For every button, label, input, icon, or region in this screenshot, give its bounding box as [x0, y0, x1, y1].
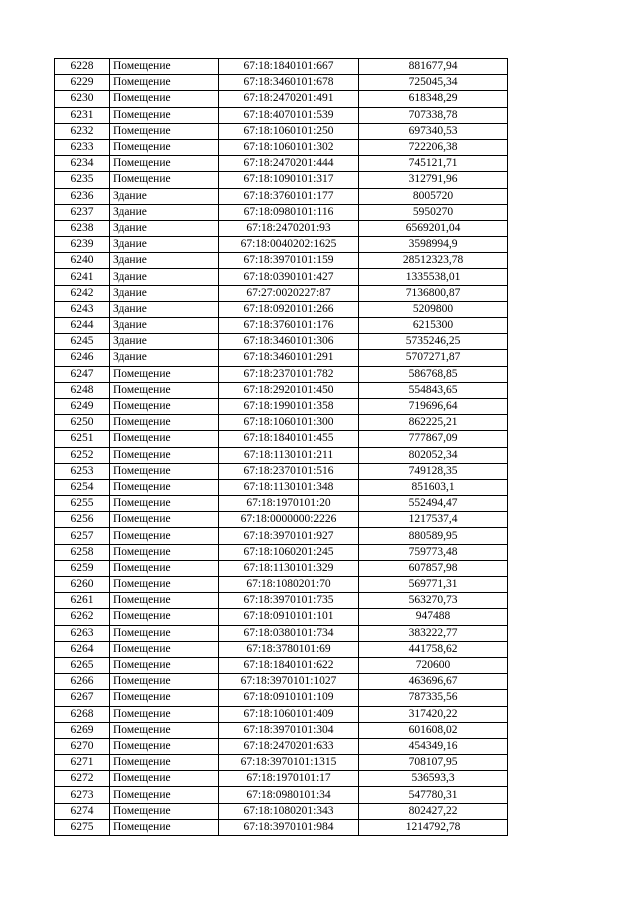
object-type-cell: Помещение	[110, 706, 219, 722]
table-row	[55, 722, 508, 738]
cadastral-number-cell: 67:18:1840101:622	[219, 657, 359, 673]
cadastral-number-cell: 67:18:1130101:211	[219, 447, 359, 463]
object-type-cell: Помещение	[110, 366, 219, 382]
cadastral-value-cell: 563270,73	[359, 593, 508, 609]
object-type-cell: Помещение	[110, 690, 219, 706]
row-number-cell: 6242	[55, 285, 110, 301]
object-type-cell: Помещение	[110, 512, 219, 528]
cadastral-value-cell: 6215300	[359, 318, 508, 334]
cadastral-number-cell: 67:18:0920101:266	[219, 301, 359, 317]
row-number-cell: 6270	[55, 738, 110, 754]
object-type-cell: Помещение	[110, 382, 219, 398]
table-row	[55, 366, 508, 382]
cadastral-value-cell: 787335,56	[359, 690, 508, 706]
cadastral-number-cell: 67:18:2470201:633	[219, 738, 359, 754]
row-number-cell: 6264	[55, 641, 110, 657]
object-type-cell: Помещение	[110, 544, 219, 560]
cadastral-number-cell: 67:18:0910101:101	[219, 609, 359, 625]
table-row	[55, 301, 508, 317]
cadastral-number-cell: 67:18:2470201:93	[219, 220, 359, 236]
object-type-cell: Помещение	[110, 755, 219, 771]
table-row	[55, 204, 508, 220]
object-type-cell: Помещение	[110, 738, 219, 754]
row-number-cell: 6238	[55, 220, 110, 236]
cadastral-number-cell: 67:18:1840101:455	[219, 431, 359, 447]
cadastral-value-cell: 547780,31	[359, 787, 508, 803]
object-type-cell: Здание	[110, 334, 219, 350]
row-number-cell: 6241	[55, 269, 110, 285]
cadastral-value-cell: 707338,78	[359, 107, 508, 123]
table-row	[55, 479, 508, 495]
cadastral-number-cell: 67:18:1130101:329	[219, 560, 359, 576]
cadastral-value-cell: 749128,35	[359, 463, 508, 479]
cadastral-value-cell: 777867,09	[359, 431, 508, 447]
object-type-cell: Помещение	[110, 447, 219, 463]
cadastral-number-cell: 67:18:1060101:409	[219, 706, 359, 722]
cadastral-value-cell: 725045,34	[359, 75, 508, 91]
cadastral-value-cell: 6569201,04	[359, 220, 508, 236]
table-row	[55, 172, 508, 188]
object-type-cell: Здание	[110, 350, 219, 366]
cadastral-number-cell: 67:18:1840101:667	[219, 59, 359, 75]
row-number-cell: 6243	[55, 301, 110, 317]
object-type-cell: Помещение	[110, 771, 219, 787]
row-number-cell: 6251	[55, 431, 110, 447]
cadastral-number-cell: 67:18:2370101:516	[219, 463, 359, 479]
object-type-cell: Здание	[110, 220, 219, 236]
table-row	[55, 803, 508, 819]
cadastral-number-cell: 67:18:3970101:735	[219, 593, 359, 609]
table-row	[55, 139, 508, 155]
row-number-cell: 6249	[55, 398, 110, 414]
table-row	[55, 318, 508, 334]
object-type-cell: Здание	[110, 253, 219, 269]
object-type-cell: Помещение	[110, 463, 219, 479]
row-number-cell: 6237	[55, 204, 110, 220]
row-number-cell: 6263	[55, 625, 110, 641]
cadastral-value-cell: 554843,65	[359, 382, 508, 398]
cadastral-value-cell: 851603,1	[359, 479, 508, 495]
cadastral-number-cell: 67:18:1990101:358	[219, 398, 359, 414]
object-type-cell: Помещение	[110, 479, 219, 495]
table-row	[55, 690, 508, 706]
object-type-cell: Помещение	[110, 528, 219, 544]
table-row	[55, 350, 508, 366]
cadastral-number-cell: 67:18:2370101:782	[219, 366, 359, 382]
object-type-cell: Здание	[110, 301, 219, 317]
row-number-cell: 6245	[55, 334, 110, 350]
cadastral-number-cell: 67:18:0390101:427	[219, 269, 359, 285]
row-number-cell: 6266	[55, 674, 110, 690]
object-type-cell: Помещение	[110, 641, 219, 657]
row-number-cell: 6236	[55, 188, 110, 204]
row-number-cell: 6261	[55, 593, 110, 609]
cadastral-value-cell: 607857,98	[359, 560, 508, 576]
cadastral-value-cell: 708107,95	[359, 755, 508, 771]
table-row	[55, 463, 508, 479]
cadastral-value-cell: 745121,71	[359, 156, 508, 172]
cadastral-value-cell: 569771,31	[359, 577, 508, 593]
cadastral-value-cell: 862225,21	[359, 415, 508, 431]
row-number-cell: 6234	[55, 156, 110, 172]
cadastral-value-cell: 463696,67	[359, 674, 508, 690]
table-row	[55, 544, 508, 560]
table-row	[55, 496, 508, 512]
row-number-cell: 6268	[55, 706, 110, 722]
table-row	[55, 738, 508, 754]
object-type-cell: Помещение	[110, 787, 219, 803]
row-number-cell: 6248	[55, 382, 110, 398]
cadastral-number-cell: 67:18:3970101:304	[219, 722, 359, 738]
table-row	[55, 447, 508, 463]
object-type-cell: Помещение	[110, 398, 219, 414]
table-row	[55, 75, 508, 91]
object-type-cell: Помещение	[110, 172, 219, 188]
cadastral-value-table	[54, 58, 508, 836]
row-number-cell: 6267	[55, 690, 110, 706]
table-row	[55, 674, 508, 690]
cadastral-number-cell: 67:18:3460101:678	[219, 75, 359, 91]
cadastral-number-cell: 67:18:0040202:1625	[219, 237, 359, 253]
table-row	[55, 560, 508, 576]
table-row	[55, 528, 508, 544]
table-row	[55, 625, 508, 641]
table-row	[55, 593, 508, 609]
cadastral-number-cell: 67:18:3780101:69	[219, 641, 359, 657]
cadastral-number-cell: 67:27:0020227:87	[219, 285, 359, 301]
cadastral-number-cell: 67:18:1060201:245	[219, 544, 359, 560]
object-type-cell: Здание	[110, 318, 219, 334]
object-type-cell: Помещение	[110, 59, 219, 75]
table-row	[55, 253, 508, 269]
cadastral-number-cell: 67:18:1130101:348	[219, 479, 359, 495]
object-type-cell: Помещение	[110, 577, 219, 593]
table-row	[55, 382, 508, 398]
object-type-cell: Помещение	[110, 75, 219, 91]
cadastral-value-cell: 5209800	[359, 301, 508, 317]
row-number-cell: 6273	[55, 787, 110, 803]
row-number-cell: 6269	[55, 722, 110, 738]
row-number-cell: 6255	[55, 496, 110, 512]
table-row	[55, 641, 508, 657]
cadastral-value-cell: 7136800,87	[359, 285, 508, 301]
cadastral-number-cell: 67:18:3460101:306	[219, 334, 359, 350]
cadastral-value-cell: 601608,02	[359, 722, 508, 738]
row-number-cell: 6265	[55, 657, 110, 673]
table-row	[55, 334, 508, 350]
table-body	[55, 59, 508, 836]
cadastral-number-cell: 67:18:1060101:250	[219, 123, 359, 139]
cadastral-number-cell: 67:18:3970101:1027	[219, 674, 359, 690]
row-number-cell: 6262	[55, 609, 110, 625]
cadastral-value-cell: 881677,94	[359, 59, 508, 75]
cadastral-value-cell: 5707271,87	[359, 350, 508, 366]
row-number-cell: 6274	[55, 803, 110, 819]
object-type-cell: Помещение	[110, 593, 219, 609]
object-type-cell: Помещение	[110, 803, 219, 819]
object-type-cell: Помещение	[110, 496, 219, 512]
cadastral-value-cell: 441758,62	[359, 641, 508, 657]
table-row	[55, 609, 508, 625]
object-type-cell: Помещение	[110, 139, 219, 155]
cadastral-value-cell: 317420,22	[359, 706, 508, 722]
object-type-cell: Помещение	[110, 674, 219, 690]
object-type-cell: Помещение	[110, 431, 219, 447]
cadastral-number-cell: 67:18:3970101:1315	[219, 755, 359, 771]
row-number-cell: 6272	[55, 771, 110, 787]
table-row	[55, 771, 508, 787]
table-row	[55, 237, 508, 253]
object-type-cell: Здание	[110, 204, 219, 220]
row-number-cell: 6252	[55, 447, 110, 463]
cadastral-number-cell: 67:18:3760101:177	[219, 188, 359, 204]
cadastral-value-cell: 536593,3	[359, 771, 508, 787]
row-number-cell: 6258	[55, 544, 110, 560]
cadastral-value-cell: 28512323,78	[359, 253, 508, 269]
cadastral-number-cell: 67:18:1060101:302	[219, 139, 359, 155]
cadastral-value-cell: 1217537,4	[359, 512, 508, 528]
object-type-cell: Помещение	[110, 415, 219, 431]
cadastral-value-cell: 802052,34	[359, 447, 508, 463]
cadastral-number-cell: 67:18:3970101:984	[219, 819, 359, 835]
object-type-cell: Здание	[110, 237, 219, 253]
row-number-cell: 6239	[55, 237, 110, 253]
row-number-cell: 6271	[55, 755, 110, 771]
object-type-cell: Помещение	[110, 123, 219, 139]
cadastral-value-cell: 722206,38	[359, 139, 508, 155]
cadastral-number-cell: 67:18:0980101:116	[219, 204, 359, 220]
row-number-cell: 6246	[55, 350, 110, 366]
cadastral-value-cell: 8005720	[359, 188, 508, 204]
row-number-cell: 6247	[55, 366, 110, 382]
object-type-cell: Помещение	[110, 819, 219, 835]
table-row	[55, 657, 508, 673]
row-number-cell: 6240	[55, 253, 110, 269]
cadastral-value-cell: 5735246,25	[359, 334, 508, 350]
cadastral-value-cell: 586768,85	[359, 366, 508, 382]
cadastral-value-cell: 719696,64	[359, 398, 508, 414]
object-type-cell: Помещение	[110, 657, 219, 673]
table-row	[55, 156, 508, 172]
row-number-cell: 6275	[55, 819, 110, 835]
cadastral-number-cell: 67:18:0380101:734	[219, 625, 359, 641]
row-number-cell: 6232	[55, 123, 110, 139]
cadastral-value-cell: 618348,29	[359, 91, 508, 107]
cadastral-value-cell: 5950270	[359, 204, 508, 220]
table-row	[55, 706, 508, 722]
table-row	[55, 269, 508, 285]
row-number-cell: 6235	[55, 172, 110, 188]
table-row	[55, 91, 508, 107]
cadastral-number-cell: 67:18:1080201:343	[219, 803, 359, 819]
table-row	[55, 415, 508, 431]
table-row	[55, 188, 508, 204]
table-row	[55, 123, 508, 139]
table-row	[55, 107, 508, 123]
row-number-cell: 6256	[55, 512, 110, 528]
cadastral-value-cell: 697340,53	[359, 123, 508, 139]
row-number-cell: 6253	[55, 463, 110, 479]
table-row	[55, 819, 508, 835]
table-row	[55, 398, 508, 414]
object-type-cell: Помещение	[110, 722, 219, 738]
row-number-cell: 6244	[55, 318, 110, 334]
object-type-cell: Здание	[110, 269, 219, 285]
row-number-cell: 6259	[55, 560, 110, 576]
row-number-cell: 6229	[55, 75, 110, 91]
table-row	[55, 59, 508, 75]
object-type-cell: Помещение	[110, 91, 219, 107]
cadastral-number-cell: 67:18:1090101:317	[219, 172, 359, 188]
cadastral-value-cell: 947488	[359, 609, 508, 625]
cadastral-value-cell: 1214792,78	[359, 819, 508, 835]
table-row	[55, 431, 508, 447]
cadastral-number-cell: 67:18:1970101:17	[219, 771, 359, 787]
cadastral-number-cell: 67:18:3460101:291	[219, 350, 359, 366]
object-type-cell: Здание	[110, 188, 219, 204]
row-number-cell: 6230	[55, 91, 110, 107]
row-number-cell: 6231	[55, 107, 110, 123]
object-type-cell: Здание	[110, 285, 219, 301]
cadastral-value-cell: 720600	[359, 657, 508, 673]
cadastral-number-cell: 67:18:2470201:491	[219, 91, 359, 107]
row-number-cell: 6233	[55, 139, 110, 155]
cadastral-value-cell: 880589,95	[359, 528, 508, 544]
cadastral-value-cell: 759773,48	[359, 544, 508, 560]
table-row	[55, 787, 508, 803]
cadastral-number-cell: 67:18:2470201:444	[219, 156, 359, 172]
cadastral-value-cell: 552494,47	[359, 496, 508, 512]
cadastral-number-cell: 67:18:3970101:159	[219, 253, 359, 269]
table-row	[55, 755, 508, 771]
cadastral-number-cell: 67:18:2920101:450	[219, 382, 359, 398]
cadastral-value-cell: 312791,96	[359, 172, 508, 188]
object-type-cell: Помещение	[110, 107, 219, 123]
row-number-cell: 6260	[55, 577, 110, 593]
object-type-cell: Помещение	[110, 609, 219, 625]
cadastral-value-cell: 1335538,01	[359, 269, 508, 285]
row-number-cell: 6254	[55, 479, 110, 495]
table-row	[55, 512, 508, 528]
cadastral-number-cell: 67:18:0000000:2226	[219, 512, 359, 528]
object-type-cell: Помещение	[110, 156, 219, 172]
object-type-cell: Помещение	[110, 560, 219, 576]
cadastral-number-cell: 67:18:3760101:176	[219, 318, 359, 334]
cadastral-number-cell: 67:18:0910101:109	[219, 690, 359, 706]
cadastral-number-cell: 67:18:1970101:20	[219, 496, 359, 512]
table-row	[55, 285, 508, 301]
row-number-cell: 6228	[55, 59, 110, 75]
table-row	[55, 577, 508, 593]
cadastral-number-cell: 67:18:3970101:927	[219, 528, 359, 544]
cadastral-number-cell: 67:18:1060101:300	[219, 415, 359, 431]
cadastral-number-cell: 67:18:4070101:539	[219, 107, 359, 123]
cadastral-value-cell: 454349,16	[359, 738, 508, 754]
row-number-cell: 6257	[55, 528, 110, 544]
row-number-cell: 6250	[55, 415, 110, 431]
cadastral-value-cell: 3598994,9	[359, 237, 508, 253]
table-row	[55, 220, 508, 236]
object-type-cell: Помещение	[110, 625, 219, 641]
cadastral-number-cell: 67:18:1080201:70	[219, 577, 359, 593]
cadastral-value-cell: 383222,77	[359, 625, 508, 641]
cadastral-value-cell: 802427,22	[359, 803, 508, 819]
cadastral-number-cell: 67:18:0980101:34	[219, 787, 359, 803]
